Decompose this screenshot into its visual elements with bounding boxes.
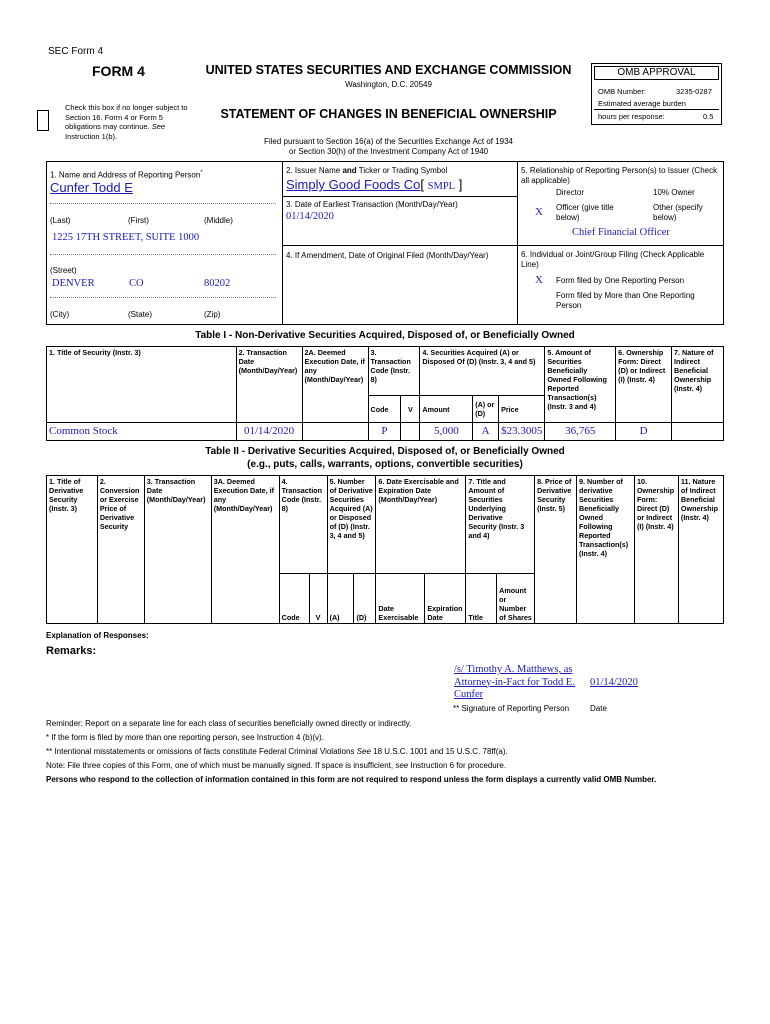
t2-h-d: (D)	[354, 574, 376, 624]
zip-value: 80202	[204, 278, 231, 289]
t2-h-number: 5. Number of Derivative Securities Acquired (A) or Disposed of (D) (Instr. 3, 4 and 5)	[327, 476, 376, 574]
t1-nature	[672, 423, 724, 441]
t1-form: D	[616, 423, 672, 441]
t1-h-owned: 5. Amount of Securities Beneficially Owned Following Reported Transaction(s) (Instr. 3 and 4)	[545, 347, 616, 423]
t2-h-price: 8. Price of Derivative Security (Instr. 5)	[535, 476, 577, 624]
box3-label: 3. Date of Earliest Transaction (Month/Day/Year)	[286, 200, 458, 209]
state-label: (State)	[128, 310, 153, 319]
t1-price: $23.3005	[499, 423, 545, 441]
t2-h-owned: 9. Number of derivative Securities Beneficially Owned Following Reported Transaction(s) (Instr. 4)	[577, 476, 635, 624]
signature: /s/ Timothy A. Matthews, as Attorney-in-Fact for Todd E. Cunfer	[454, 664, 575, 700]
table1	[46, 346, 724, 441]
omb-hours: 0.5	[703, 112, 714, 121]
t1-code: P	[368, 423, 401, 441]
omb-number: 3235-0287	[676, 87, 712, 96]
table-row	[47, 423, 724, 441]
t1-h-aord: (A) or (D)	[473, 396, 499, 423]
t1-h-acquired: 4. Securities Acquired (A) or Disposed Of (D) (Instr. 3, 4 and 5)	[420, 347, 545, 396]
commission-city: Washington, D.C. 20549	[345, 80, 432, 89]
one-person-mark[interactable]: X	[535, 274, 543, 286]
no-longer-subject-checkbox[interactable]	[37, 110, 49, 131]
officer-label: Officer (give title below)	[556, 203, 614, 222]
more-persons-label: Form filed by More than One Reporting Person	[556, 291, 695, 310]
t1-h-code-sub: Code	[368, 396, 401, 423]
box1-label: 1. Name and Address of Reporting Person*	[50, 170, 203, 180]
ticker-symbol: SMPL	[427, 181, 456, 192]
note-misstatements: ** Intentional misstatements or omissions of facts constitute Federal Criminal Violations See 18 U.S.C. 1001 and 15 U.S.C. 78ff(a).	[46, 747, 508, 756]
t1-h-form: 6. Ownership Form: Direct (D) or Indirect (I) (Instr. 4)	[616, 347, 672, 423]
other-label: Other (specify below)	[653, 203, 703, 222]
omb-hours-label: hours per response:	[598, 112, 665, 121]
box2-label: 2. Issuer Name and Ticker or Trading Symbol	[286, 166, 448, 175]
t1-h-title: 1. Title of Security (Instr. 3)	[47, 347, 237, 423]
box6-label: 6. Individual or Joint/Group Filing (Check Applicable Line)	[521, 250, 705, 269]
earliest-transaction-date: 01/14/2020	[286, 211, 334, 222]
t2-h-deemed: 3A. Deemed Execution Date, if any (Month/Day/Year)	[211, 476, 279, 624]
t1-h-amount: Amount	[420, 396, 473, 423]
filed-pursuant-1: Filed pursuant to Section 16(a) of the Securities Exchange Act of 1934	[263, 137, 514, 146]
reminder: Reminder: Report on a separate line for each class of securities beneficially owned directly or indirectly.	[46, 719, 412, 728]
t1-h-nature: 7. Nature of Indirect Beneficial Ownership (Instr. 4)	[672, 347, 724, 423]
t2-h-form: 10. Ownership Form: Direct (D) or Indirect (I) (Instr. 4)	[634, 476, 678, 624]
t2-h-code: 4. Transaction Code (Instr. 8)	[279, 476, 327, 574]
t2-h-code-sub: Code	[279, 574, 309, 624]
reporting-person-name[interactable]: Cunfer Todd E	[50, 180, 133, 195]
t2-h-v: V	[309, 574, 327, 624]
issuer-line: Simply Good Foods Co[ SMPL ]	[286, 177, 463, 192]
t2-h-title-sub: Title	[466, 574, 497, 624]
commission-title: UNITED STATES SECURITIES AND EXCHANGE COMMISSION	[205, 63, 572, 77]
table2-subtitle: (e.g., puts, calls, warrants, options, convertible securities)	[247, 459, 523, 470]
box4-label: 4. If Amendment, Date of Original Filed (Month/Day/Year)	[286, 251, 489, 260]
explanation-label: Explanation of Responses:	[46, 631, 149, 640]
table2-title: Table II - Derivative Securities Acquired, Disposed of, or Beneficially Owned	[205, 446, 565, 457]
note-three-copies: Note: File three copies of this Form, one of which must be manually signed. If space is insufficient, see Instruction 6 for procedure.	[46, 761, 507, 770]
t2-h-date: 3. Transaction Date (Month/Day/Year)	[144, 476, 211, 624]
table1-title: Table I - Non-Derivative Securities Acquired, Disposed of, or Beneficially Owned	[195, 330, 575, 341]
last-label: (Last)	[50, 216, 71, 225]
t1-h-date: 2. Transaction Date (Month/Day/Year)	[236, 347, 302, 423]
t1-h-deemed: 2A. Deemed Execution Date, if any (Month/Day/Year)	[302, 347, 368, 423]
omb-title: OMB APPROVAL	[617, 67, 696, 78]
signature-label: ** Signature of Reporting Person	[453, 704, 570, 713]
table2	[46, 475, 724, 624]
statement-title: STATEMENT OF CHANGES IN BENEFICIAL OWNERSHIP	[220, 107, 557, 121]
street-value: 1225 17TH STREET, SUITE 1000	[52, 232, 200, 243]
one-person-label: Form filed by One Reporting Person	[556, 276, 685, 285]
ten-pct-owner-label: 10% Owner	[653, 188, 695, 197]
city-label: (City)	[50, 310, 70, 319]
filed-pursuant-2: or Section 30(h) of the Investment Company Act of 1940	[288, 147, 489, 156]
t1-security-title: Common Stock	[47, 423, 237, 441]
t1-h-code: 3. Transaction Code (Instr. 8)	[368, 347, 420, 396]
officer-mark[interactable]: X	[535, 206, 543, 218]
t2-h-underlying: 7. Title and Amount of Securities Underlying Derivative Security (Instr. 3 and 4)	[466, 476, 535, 574]
form-title: FORM 4	[92, 63, 145, 79]
t1-owned: 36,765	[545, 423, 616, 441]
checkbox-text: Check this box if no longer subject to Section 16. Form 4 or Form 5 obligations may continue. See Instruction 1(b).	[65, 103, 188, 141]
t1-deemed	[302, 423, 368, 441]
t2-h-expiration: Expiration Date	[425, 574, 466, 624]
issuer-name[interactable]: Simply Good Foods Co	[286, 177, 421, 192]
signature-date: 01/14/2020	[590, 677, 638, 688]
t2-h-exercisable: 6. Date Exercisable and Expiration Date (Month/Day/Year)	[376, 476, 466, 574]
t1-h-price: Price	[499, 396, 545, 423]
omb-burden: Estimated average burden	[598, 99, 686, 108]
t1-h-v: V	[401, 396, 420, 423]
sec-form-label: SEC Form 4	[48, 46, 104, 57]
middle-label: (Middle)	[204, 216, 233, 225]
omb-number-label: OMB Number:	[598, 87, 646, 96]
t1-aord: A	[473, 423, 499, 441]
t2-h-date-ex: Date Exercisable	[376, 574, 425, 624]
remarks-label: Remarks:	[46, 645, 97, 657]
t2-h-amount: Amount or Number of Shares	[497, 574, 535, 624]
street-label: (Street)	[50, 266, 77, 275]
zip-label: (Zip)	[204, 310, 221, 319]
officer-title: Chief Financial Officer	[572, 227, 670, 238]
note-multiple-persons: * If the form is filed by more than one reporting person, see Instruction 4 (b)(v).	[46, 733, 324, 742]
first-label: (First)	[128, 216, 149, 225]
date-label: Date	[590, 704, 607, 713]
t1-date: 01/14/2020	[236, 423, 302, 441]
t1-v	[401, 423, 420, 441]
city-value: DENVER	[52, 278, 95, 289]
t2-h-nature: 11. Nature of Indirect Beneficial Ownership (Instr. 4)	[678, 476, 723, 624]
t2-h-title: 1. Title of Derivative Security (Instr. 3)	[47, 476, 98, 624]
state-value: CO	[129, 278, 144, 289]
t1-amount: 5,000	[420, 423, 473, 441]
box5-label: 5. Relationship of Reporting Person(s) to Issuer (Check all applicable)	[521, 166, 718, 185]
t2-h-conversion: 2. Conversion or Exercise Price of Derivative Security	[97, 476, 144, 624]
t2-h-a: (A)	[327, 574, 354, 624]
note-omb: Persons who respond to the collection of information contained in this form are not required to respond unless the form displays a currently valid OMB Number.	[46, 775, 657, 784]
director-label: Director	[556, 188, 585, 197]
